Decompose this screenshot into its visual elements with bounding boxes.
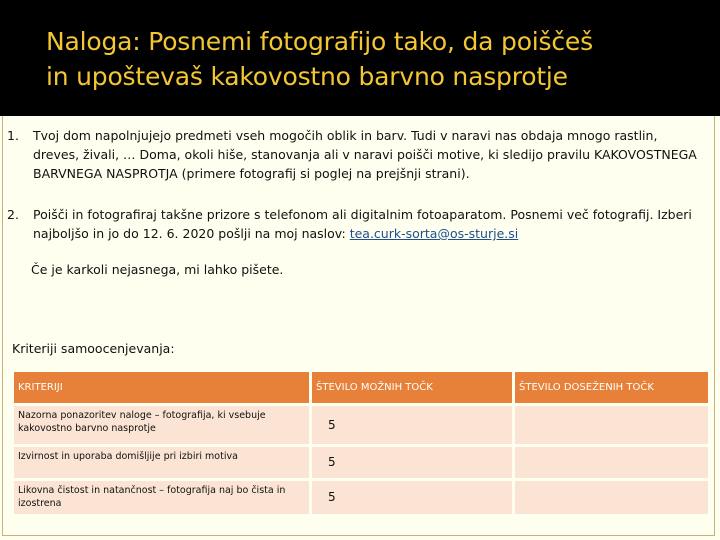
list-number: 2. [7, 207, 19, 222]
email-link[interactable]: tea.curk-sorta@os-sturje.si [349, 226, 519, 241]
title-line-1: Naloga: Posnemi fotografijo tako, da poiščeš [46, 27, 593, 56]
title-line-2: in upoštevaš kakovostno barvno nasprotje [46, 62, 568, 91]
max-points-cell: 5 [312, 447, 512, 478]
list-item-1 [7, 126, 707, 183]
note-text: Če je karkoli nejasnega, mi lahko pišete. [31, 262, 284, 277]
criterion-cell: Nazorna ponazoritev naloge – fotografija, ki vsebuje kakovostno barvno nasprotje [14, 406, 309, 444]
achieved-points-cell[interactable] [515, 447, 708, 478]
title-banner [0, 0, 720, 116]
max-points-cell: 5 [312, 481, 512, 514]
criteria-table [11, 369, 711, 517]
criterion-cell: Likovna čistost in natančnost – fotografija naj bo čista in izostrena [14, 481, 309, 514]
page-title [46, 24, 686, 94]
table-header-row [14, 372, 708, 403]
list-item-2 [7, 205, 707, 243]
table-row [14, 481, 708, 514]
table-row [14, 406, 708, 444]
table-row [14, 447, 708, 478]
max-points-cell: 5 [312, 406, 512, 444]
column-header-max-points: ŠTEVILO MOŽNIH TOČK [312, 372, 512, 403]
list-text-body: Poišči in fotografiraj takšne prizore s telefonom ali digitalnim fotoaparatom. Posnemi več fotografij. Izberi najboljšo in jo do 12. 6. 2020 pošlji na moj naslov: [33, 207, 692, 241]
list-text: Tvoj dom napolnjujejo predmeti vseh mogočih oblik in barv. Tudi v naravi nas obdaja mnogo rastlin, dreves, živali, … Doma, okoli hiše, stanovanja ali v naravi poišči motive, ki sledijo pravilu KAKOVOSTNEGA BARVNEGA NASPROTJA (primere fotografij si poglej na prejšnji strani). [33, 128, 697, 181]
list-text [33, 205, 707, 243]
list-number: 1. [7, 128, 19, 143]
criterion-cell: Izvirnost in uporaba domišljije pri izbiri motiva [14, 447, 309, 478]
column-header-criteria: KRITERIJI [14, 372, 309, 403]
column-header-achieved-points: ŠTEVILO DOSEŽENIH TOČK [515, 372, 708, 403]
achieved-points-cell[interactable] [515, 406, 708, 444]
criteria-label: Kriteriji samoocenjevanja: [12, 341, 175, 356]
achieved-points-cell[interactable] [515, 481, 708, 514]
